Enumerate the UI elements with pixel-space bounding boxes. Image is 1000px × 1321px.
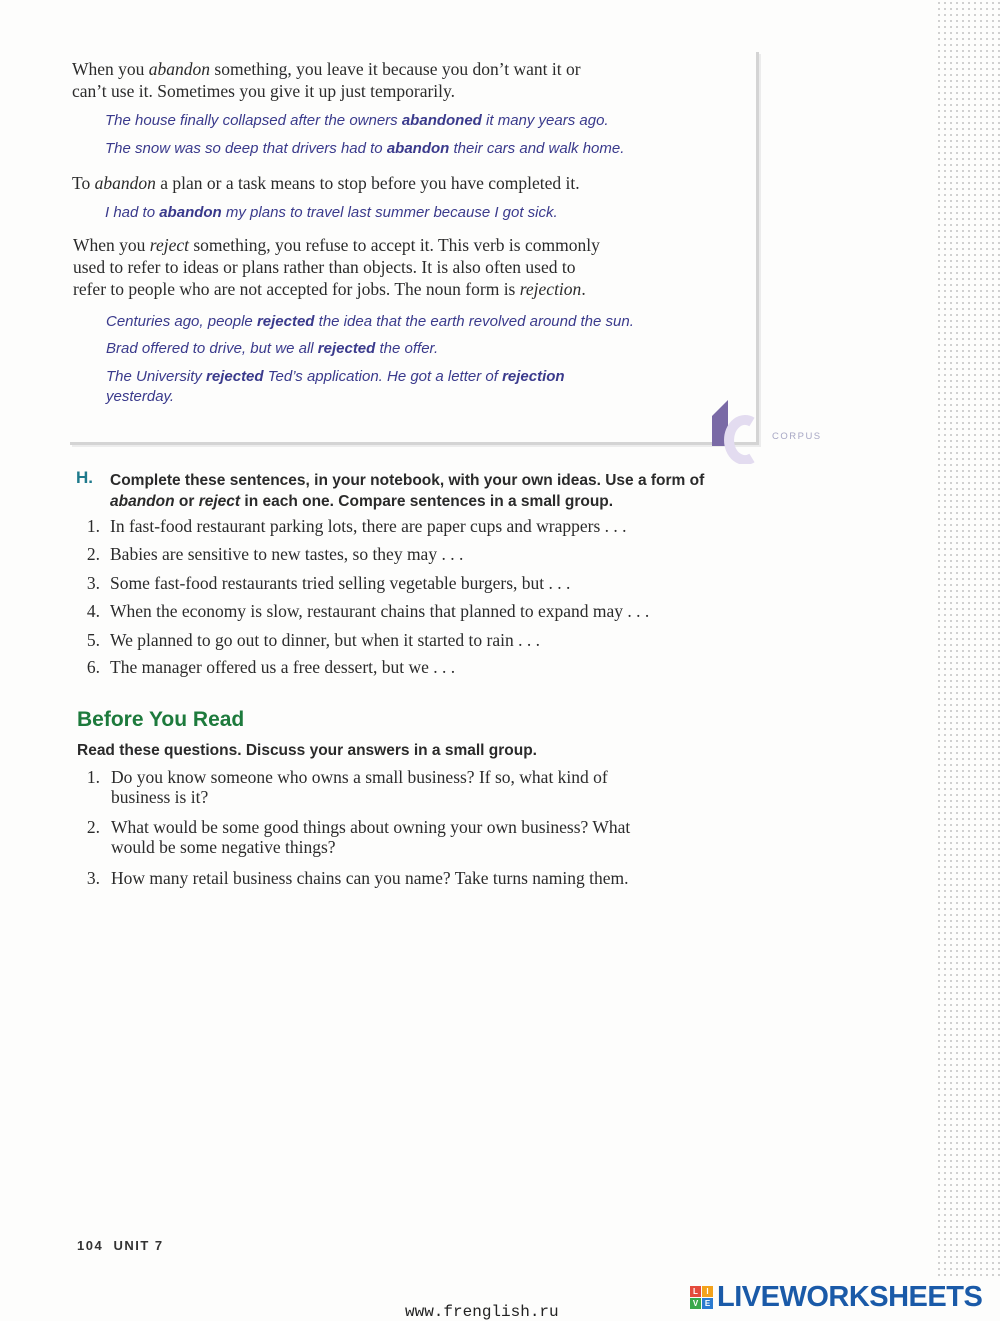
question-line2: business is it? bbox=[111, 787, 209, 807]
corpus-logo-icon bbox=[712, 400, 758, 464]
example-sentence-5: Brad offered to drive, but we all rejected the offer. bbox=[106, 340, 439, 357]
dotted-margin-pattern bbox=[936, 0, 1000, 1280]
vocab-paragraph-reject-line2: used to refer to ideas or plans rather than objects. It is also often used to bbox=[73, 257, 576, 277]
corpus-label: CORPUS bbox=[772, 431, 822, 442]
exercise-item: Some fast-food restaurants tried selling vegetable burgers, but . . . bbox=[110, 573, 571, 593]
vocab-paragraph-abandon-line1: When you abandon something, you leave it because you don’t want it or bbox=[72, 59, 581, 79]
example-sentence-4: Centuries ago, people rejected the idea that the earth revolved around the sun. bbox=[106, 313, 634, 330]
question-line2: would be some negative things? bbox=[111, 837, 336, 857]
term-rejection: rejection bbox=[519, 279, 582, 299]
liveworksheets-wordmark: LIVEWORKSHEETS bbox=[717, 1280, 983, 1313]
live-badge-icon: L I V E bbox=[690, 1286, 713, 1309]
keyword: rejected bbox=[256, 313, 315, 330]
item-number: 6. bbox=[86, 657, 100, 677]
section-title: Before You Read bbox=[77, 708, 245, 731]
question-line1: Do you know someone who owns a small business? If so, what kind of bbox=[111, 767, 608, 787]
exercise-item: When the economy is slow, restaurant chains that planned to expand may . . . bbox=[110, 601, 650, 621]
item-number: 2. bbox=[86, 817, 100, 837]
question-line1: What would be some good things about owning your own business? What bbox=[111, 817, 631, 837]
liveworksheets-logo bbox=[690, 1279, 982, 1315]
example-sentence-1: The house finally collapsed after the owners abandoned it many years ago. bbox=[105, 112, 609, 129]
term-reject: reject bbox=[149, 235, 189, 255]
item-number: 3. bbox=[86, 573, 100, 593]
exercise-letter: H. bbox=[76, 468, 93, 487]
example-sentence-2: The snow was so deep that drivers had to abandon their cars and walk home. bbox=[105, 140, 625, 157]
exercise-item: Babies are sensitive to new tastes, so they may . . . bbox=[110, 544, 464, 564]
term-reject: reject bbox=[198, 493, 241, 510]
keyword: rejected bbox=[317, 340, 376, 357]
keyword: rejected bbox=[206, 368, 264, 385]
website-watermark: www.frenglish.ru bbox=[405, 1303, 559, 1321]
keyword: abandon bbox=[386, 140, 450, 157]
keyword: abandoned bbox=[401, 112, 482, 129]
vocab-paragraph-reject-line1: When you reject something, you refuse to accept it. This verb is commonly bbox=[73, 235, 600, 255]
keyword: rejection bbox=[502, 368, 565, 385]
section-instruction: Read these questions. Discuss your answers in a small group. bbox=[77, 742, 537, 759]
p1-line1-rest: something, you leave it because you don’t want it or bbox=[214, 59, 581, 79]
page-number: 104 bbox=[77, 1238, 104, 1253]
exercise-instruction-line1: Complete these sentences, in your notebook, with your own ideas. Use a form of bbox=[110, 472, 705, 489]
page-footer bbox=[77, 1238, 164, 1253]
exercise-item: The manager offered us a free dessert, but we . . . bbox=[110, 657, 456, 677]
term-abandon: abandon bbox=[94, 173, 156, 193]
item-number: 2. bbox=[86, 544, 100, 564]
item-number: 1. bbox=[86, 516, 100, 536]
exercise-item: We planned to go out to dinner, but when it started to rain . . . bbox=[110, 630, 540, 650]
item-number: 4. bbox=[86, 601, 100, 621]
item-number: 5. bbox=[86, 630, 100, 650]
example-sentence-3: I had to abandon my plans to travel last summer because I got sick. bbox=[105, 204, 558, 221]
example-sentence-6-line1: The University rejected Ted’s application. He got a letter of rejection bbox=[106, 368, 565, 385]
term-abandon: abandon bbox=[148, 59, 211, 79]
item-number: 1. bbox=[86, 767, 100, 787]
exercise-instruction-line2: abandon or reject in each one. Compare sentences in a small group. bbox=[110, 493, 614, 510]
keyword: abandon bbox=[159, 204, 222, 221]
vocab-paragraph-abandon-line2: can’t use it. Sometimes you give it up just temporarily. bbox=[72, 81, 456, 101]
question-line1: How many retail business chains can you name? Take turns naming them. bbox=[111, 868, 629, 888]
term-abandon: abandon bbox=[110, 493, 175, 510]
vocab-paragraph-reject-line3: refer to people who are not accepted for jobs. The noun form is rejection. bbox=[73, 279, 586, 299]
vocab-paragraph-abandon-plan: To abandon a plan or a task means to stop before you have completed it. bbox=[72, 173, 580, 193]
unit-label: UNIT 7 bbox=[113, 1238, 164, 1253]
example-sentence-6-line2: yesterday. bbox=[106, 388, 175, 405]
exercise-item: In fast-food restaurant parking lots, there are paper cups and wrappers . . . bbox=[110, 516, 627, 536]
item-number: 3. bbox=[86, 868, 100, 888]
